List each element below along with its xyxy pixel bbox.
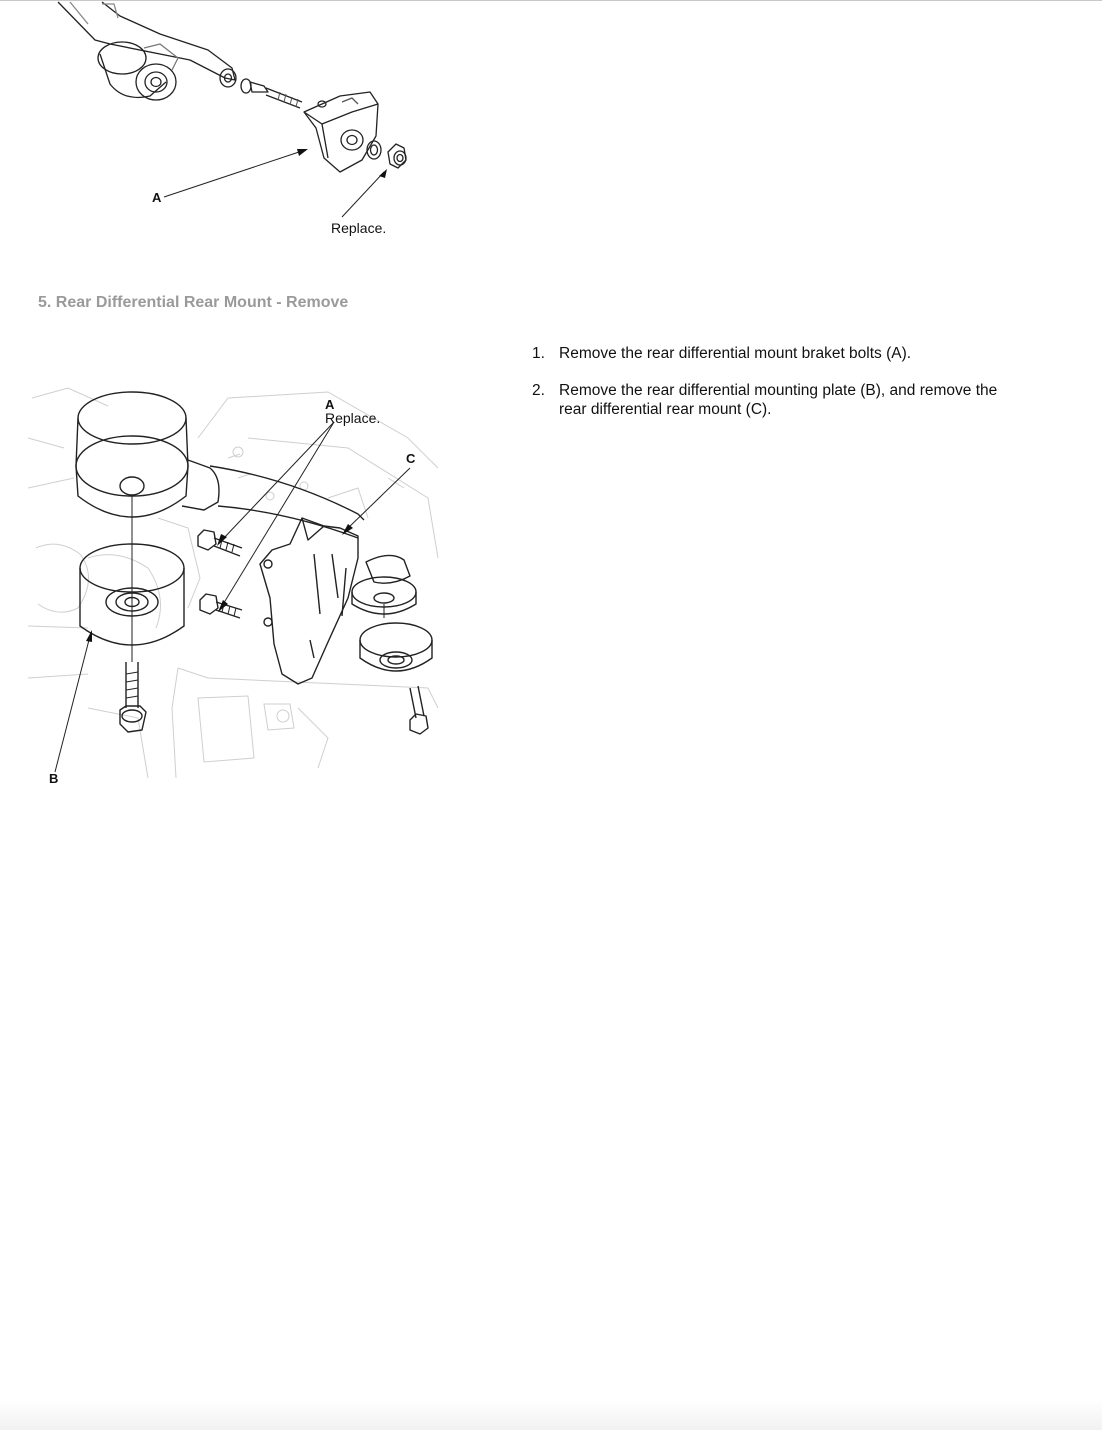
figure2-callout-b: B [49,771,59,786]
figure2-callout-replace: Replace. [325,410,381,426]
section-title: 5. Rear Differential Rear Mount - Remove [38,294,349,311]
figure2-callout-c: C [406,451,416,466]
figure-rear-mount-removal [28,378,440,788]
figure1-callout-a: A [152,190,162,205]
bracket-illustration [40,0,440,250]
step-item [532,344,1012,363]
page-bottom-edge [0,1400,1102,1430]
step-item [532,381,1012,419]
step-number: 2. [532,382,545,399]
step-text: Remove the rear differential mounting plate (B), and remove the rear differential rear mount (C). [559,382,998,418]
figure2-callout-a: A [325,397,335,412]
rear-mount-illustration [28,378,440,788]
procedure-steps [532,344,1012,419]
figure-bracket-exploded-view [40,0,440,250]
figure1-callout-replace: Replace. [331,220,387,236]
step-number: 1. [532,345,545,362]
step-text: Remove the rear differential mount braket bolts (A). [559,345,912,362]
